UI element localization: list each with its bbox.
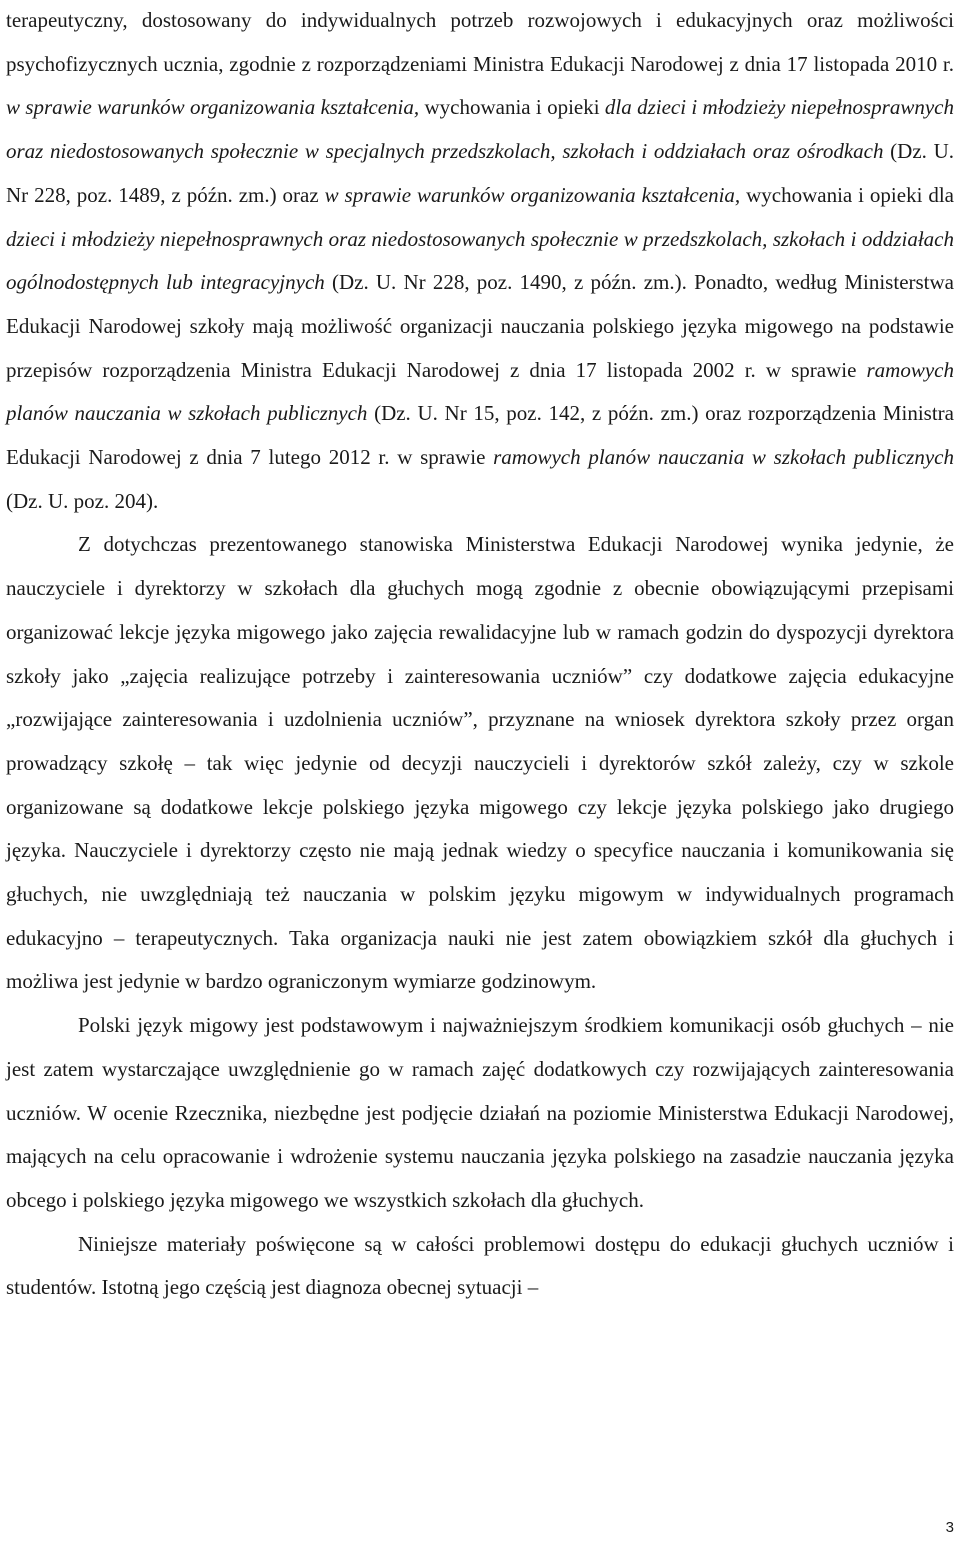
paragraph-sign-language-importance bbox=[6, 1004, 954, 1223]
text-segment: wychowania i opieki dla bbox=[746, 182, 954, 207]
document-page bbox=[6, 0, 954, 1310]
text-segment: (Dz. U. Nr 15, poz. 142, z późn. zm.) oraz rozporządzenia Ministra Edukacji Narodowej z dnia 7 lutego 2012 r. w sprawie bbox=[6, 401, 954, 470]
italic-text-segment: dzieci i młodzieży niepełnosprawnych oraz niedostosowanych społecznie w przedszkolach, szkołach i oddziałach ogólnodostępnych lub integracyjnych bbox=[6, 226, 954, 295]
italic-text-segment: ramowych planów nauczania w szkołach publicznych bbox=[6, 357, 954, 426]
italic-text-segment: ramowych planów nauczania w szkołach publicznych bbox=[493, 445, 954, 470]
paragraph-materials-intro bbox=[6, 1223, 954, 1310]
text-segment: Z dotychczas prezentowanego stanowiska Ministerstwa Edukacji Narodowej wynika jedynie, że nauczyciele i dyrektorzy w szkołach dla głuchych mogą zgodnie z obecnie obowiązującymi przepisami organizować lekcje języka migowego jako zajęcia rewalidacyjne lub w ramach godzin do dyspozycji dyrektora szkoły jako „zajęcia realizujące potrzeby i zainteresowania uczniów” czy dodatkowe zajęcia edukacyjne „rozwijające zainteresowania i uzdolnienia uczniów”, przyznane na wniosek dyrektora szkoły przez organ prowadzący szkołę – tak więc jedynie od decyzji nauczycieli i dyrektorów szkół zależy, czy w szkole organizowane są dodatkowe lekcje polskiego języka migowego czy lekcje języka polskiego jako drugiego języka. Nauczyciele i dyrektorzy często nie mają jednak wiedzy o specyfice nauczania i komunikowania się głuchych, nie uwzględniają też nauczania w polskim języku migowym w indywidualnych programach edukacyjno – terapeutycznych. Taka organizacja nauki nie jest zatem obowiązkiem szkół dla głuchych i możliwa jest jedynie w bardzo ograniczonym wymiarze godzinowym. bbox=[6, 532, 954, 994]
text-segment: terapeutyczny, dostosowany do indywidualnych potrzeb rozwojowych i edukacyjnych oraz możliwości psychofizycznych ucznia, zgodnie z rozporządzeniami Ministra Edukacji Narodowej z dnia 17 listopada 2010 r. bbox=[6, 8, 954, 76]
italic-text-segment: w sprawie warunków organizowania kształcenia, bbox=[6, 95, 425, 120]
text-segment: (Dz. U. Nr 228, poz. 1489, z późn. zm.) oraz bbox=[6, 139, 954, 207]
italic-text-segment: w sprawie warunków organizowania kształcenia, bbox=[324, 182, 747, 207]
paragraph-legal-basis bbox=[6, 0, 954, 523]
text-segment: (Dz. U. poz. 204). bbox=[6, 488, 159, 513]
italic-text-segment: dla dzieci i młodzieży niepełnosprawnych oraz niedostosowanych społecznie w specjalnych przedszkolach, szkołach i oddziałach oraz ośrodkach bbox=[6, 95, 954, 164]
text-segment: (Dz. U. Nr 228, poz. 1490, z późn. zm.). Ponadto, według Ministerstwa Edukacji Narodowej szkoły mają możliwość organizacji nauczania polskiego języka migowego na podstawie przepisów rozporządzenia Ministra Edukacji Narodowej z dnia 17 listopada 2002 r. w sprawie bbox=[6, 270, 954, 382]
text-segment: Polski język migowy jest podstawowym i najważniejszym środkiem komunikacji osób głuchych – nie jest zatem wystarczające uwzględnienie go w ramach zajęć dodatkowych czy rozwijających zainteresowania uczniów. W ocenie Rzecznika, niezbędne jest podjęcie działań na poziomie Ministerstwa Edukacji Narodowej, mających na celu opracowanie i wdrożenie systemu nauczania języka polskiego na zasadzie nauczania języka obcego i polskiego języka migowego we wszystkich szkołach dla głuchych. bbox=[6, 1013, 954, 1212]
paragraph-ministry-position bbox=[6, 523, 954, 1004]
page-number: 3 bbox=[945, 1519, 954, 1536]
text-segment: wychowania i opieki bbox=[424, 95, 605, 120]
text-segment: Niniejsze materiały poświęcone są w całości problemowi dostępu do edukacji głuchych uczniów i studentów. Istotną jego częścią jest diagnoza obecnej sytuacji – bbox=[6, 1231, 954, 1300]
